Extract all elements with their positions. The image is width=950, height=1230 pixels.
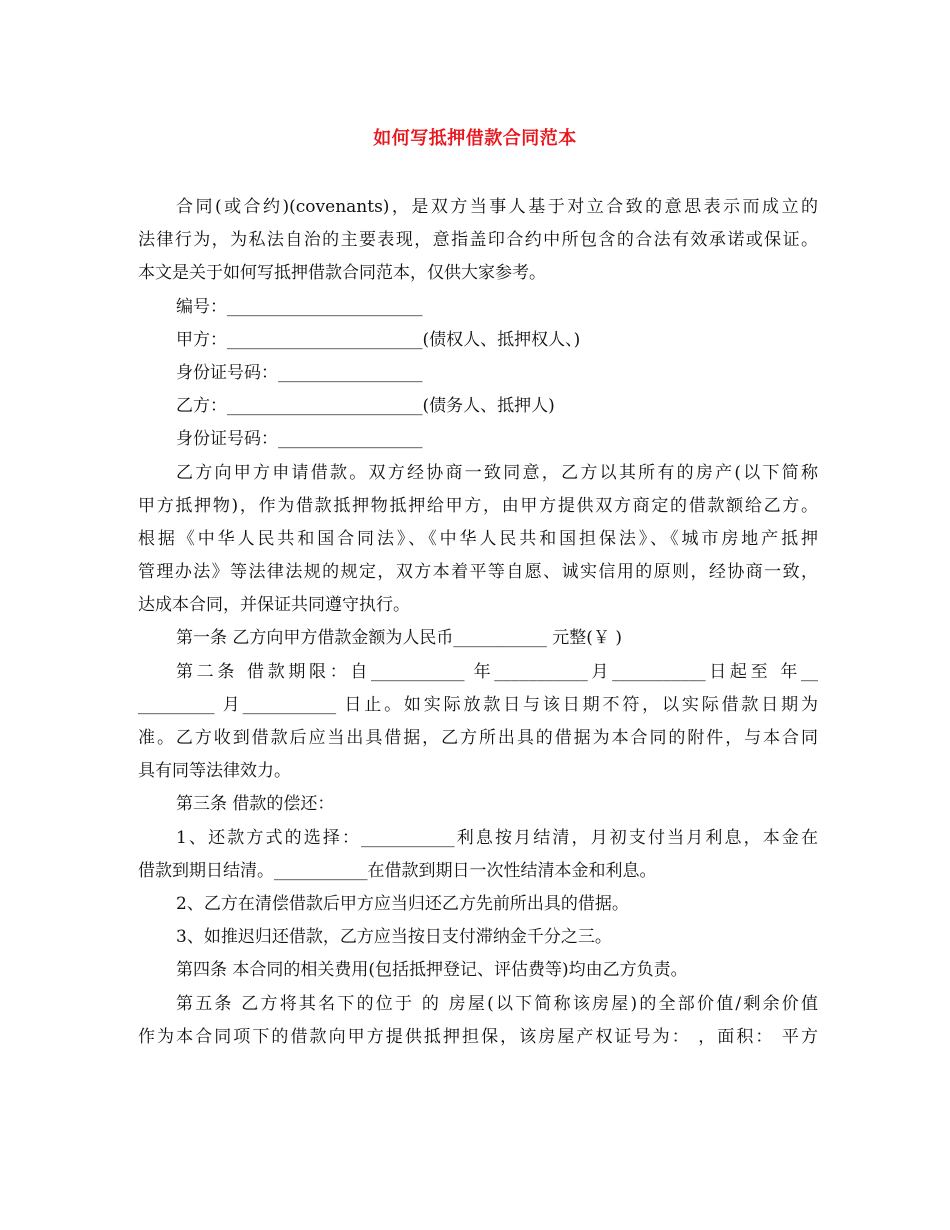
text-line: 第三条 借款的偿还： (176, 794, 335, 815)
text-line: 1、还款方式的选择：___________利息按月结清，月初支付当月利息，本金在 (176, 827, 818, 848)
text-line: 作为本合同项下的借款向甲方提供抵押担保，该房屋产权证号为： ，面积： 平方 (138, 1026, 818, 1047)
text-line: 第二条 借款期限：自___________ 年___________月___________日起至 年__ (176, 661, 818, 682)
text-line: 甲方抵押物)，作为借款抵押物抵押给甲方，由甲方提供双方商定的借款额给乙方。 (138, 495, 818, 516)
text-line: 2、乙方在清偿借款后甲方应当归还乙方先前所出具的借据。 (176, 893, 629, 914)
text-line: 法律行为，为私法自治的主要表现，意指盖印合约中所包含的合法有效承诺或保证。 (138, 230, 818, 251)
text-line: 第四条 本合同的相关费用(包括抵押登记、评估费等)均由乙方负责。 (176, 960, 688, 981)
text-line: 管理办法》等法律法规的规定，双方本着平等自愿、诚实信用的原则，经协商一致， (138, 562, 818, 583)
text-line: 本文是关于如何写抵押借款合同范本，仅供大家参考。 (138, 263, 546, 284)
text-line: 乙方：_______________________(债务人、抵押人) (176, 396, 555, 417)
text-line: 具有同等法律效力。 (138, 761, 291, 782)
text-line: 乙方向甲方申请借款。双方经协商一致同意，乙方以其所有的房产(以下简称 (176, 462, 818, 483)
text-line: 准。乙方收到借款后应当出具借据，乙方所出具的借据为本合同的附件，与本合同 (138, 728, 818, 748)
text-line: 合同(或合约)(covenants)，是双方当事人基于对立合致的意思表示而成立的 (176, 197, 818, 217)
text-line: _________ 月___________ 日止。如实际放款日与该日期不符，以实际借款日期为 (138, 694, 818, 715)
document-title: 如何写抵押借款合同范本 (373, 128, 577, 149)
text-line: 身份证号码：_________________ (176, 362, 423, 383)
text-line: 3、如推迟归还借款，乙方应当按日支付滞纳金千分之三。 (176, 927, 612, 948)
text-line: 身份证号码：_________________ (176, 429, 423, 450)
document-body (138, 191, 818, 1054)
text-line: 第一条 乙方向甲方借款金额为人民币___________ 元整(￥ ) (176, 628, 622, 649)
text-line: 借款到期日结清。___________在借款到期日一次性结清本金和利息。 (138, 860, 657, 881)
text-line: 第五条 乙方将其名下的位于 的 房屋(以下简称该房屋)的全部价值/剩余价值 (176, 993, 818, 1014)
text-line: 甲方：_______________________(债权人、抵押权人、) (176, 329, 581, 350)
text-line: 根据《中华人民共和国合同法》、《中华人民共和国担保法》、《城市房地产抵押 (138, 528, 818, 549)
text-line: 编号：_______________________ (176, 296, 423, 317)
text-line: 达成本合同，并保证共同遵守执行。 (138, 595, 410, 616)
